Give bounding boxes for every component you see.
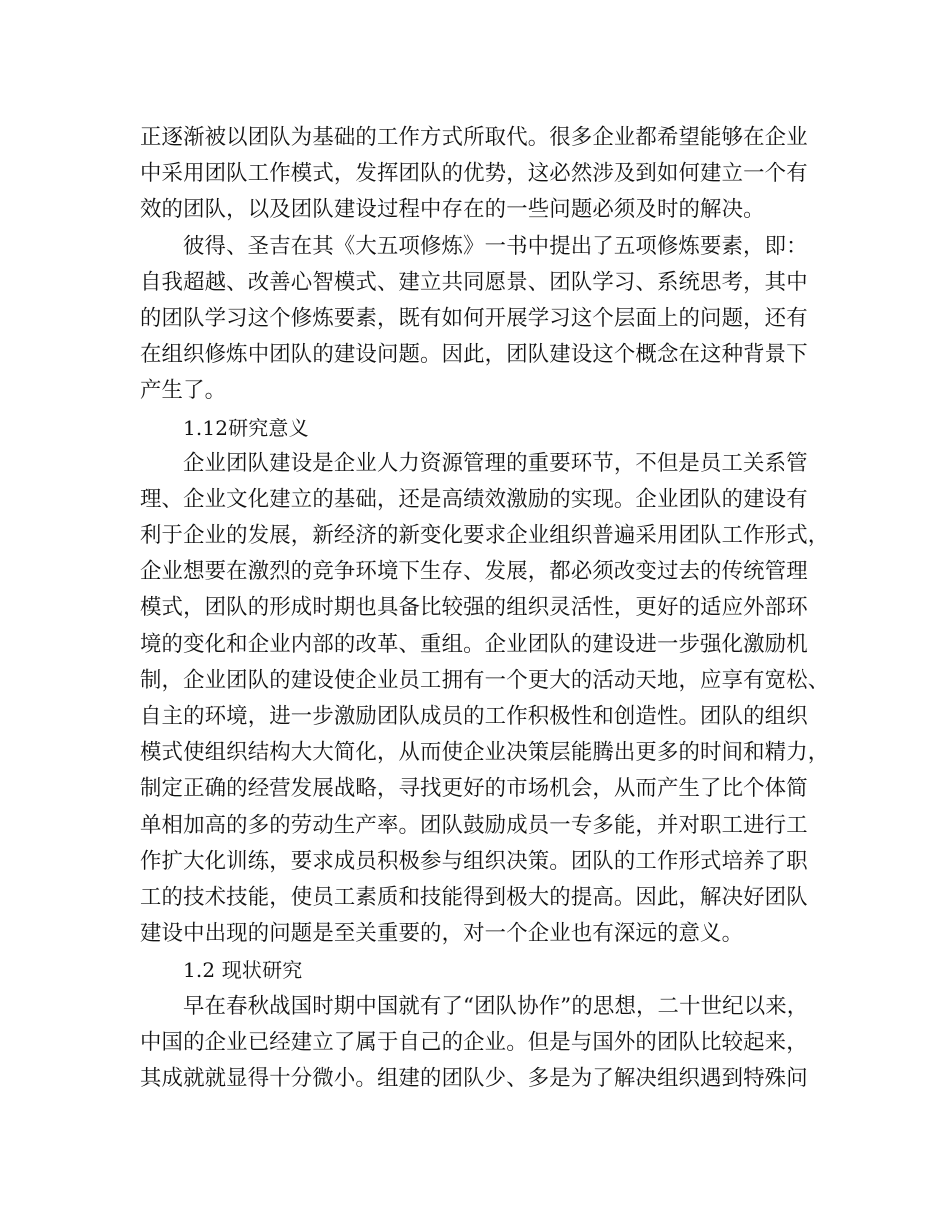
paragraph-line: 产生了。 [140, 378, 227, 404]
paragraph-line: 境的变化和企业内部的改革、重组。企业团队的建设进一步强化激励机 [140, 631, 808, 657]
paragraph-line: 建设中出现的问题是至关重要的，对一个企业也有深远的意义。 [140, 921, 744, 947]
paragraph-line: 模式使组织结构大大简化，从而使企业决策层能腾出更多的时间和精力， [140, 740, 830, 766]
paragraph-line: 利于企业的发展，新经济的新变化要求企业组织普遍采用团队工作形式， [140, 523, 830, 549]
paragraph-line: 制，企业团队的建设使企业员工拥有一个更大的活动天地，应享有宽松、 [140, 667, 830, 693]
paragraph-line: 在组织修炼中团队的建设问题。因此，团队建设这个概念在这种背景下 [140, 342, 808, 368]
section-heading: 1.2 现状研究 [183, 958, 303, 983]
paragraph-line: 正逐渐被以团队为基础的工作方式所取代。很多企业都希望能够在企业 [140, 125, 808, 150]
paragraph-line: 彼得、圣吉在其《大五项修炼》一书中提出了五项修炼要素，即： [183, 233, 808, 259]
paragraph-line: 企业想要在激烈的竞争环境下生存、发展，都必须改变过去的传统管理 [140, 559, 808, 585]
section-heading: 1.12研究意义 [183, 415, 309, 440]
paragraph-line: 其成就就显得十分微小。组建的团队少、多是为了解决组织遇到特殊问 [140, 1065, 808, 1091]
paragraph-line: 的团队学习这个修炼要素，既有如何开展学习这个层面上的问题，还有 [140, 305, 808, 331]
paragraph-line: 工的技术技能，使员工素质和技能得到极大的提高。因此，解决好团队 [140, 884, 808, 910]
paragraph-line: 企业团队建设是企业人力资源管理的重要环节，不但是员工关系管 [183, 450, 808, 476]
paragraph-line: 中国的企业已经建立了属于自己的企业。但是与国外的团队比较起来， [140, 1029, 808, 1055]
paragraph-line: 中采用团队工作模式，发挥团队的优势，这必然涉及到如何建立一个有 [140, 161, 808, 187]
paragraph-line: 早在春秋战国时期中国就有了“团队协作”的思想，二十世纪以来， [183, 993, 809, 1019]
paragraph-line: 自我超越、改善心智模式、建立共同愿景、团队学习、系统思考，其中 [140, 269, 808, 295]
paragraph-line: 模式，团队的形成时期也具备比较强的组织灵活性，更好的适应外部环 [140, 595, 808, 621]
paragraph-line: 单相加高的多的劳动生产率。团队鼓励成员一专多能，并对职工进行工 [140, 812, 808, 838]
paragraph-line: 制定正确的经营发展战略，寻找更好的市场机会，从而产生了比个体简 [140, 776, 808, 802]
paragraph-line: 理、企业文化建立的基础，还是高绩效激励的实现。企业团队的建设有 [140, 486, 808, 512]
paragraph-line: 自主的环境，进一步激励团队成员的工作积极性和创造性。团队的组织 [140, 704, 808, 729]
paragraph-line: 效的团队，以及团队建设过程中存在的一些问题必须及时的解决。 [140, 197, 765, 223]
paragraph-line: 作扩大化训练，要求成员积极参与组织决策。团队的工作形式培养了职 [140, 848, 808, 874]
document-body [140, 120, 830, 1097]
